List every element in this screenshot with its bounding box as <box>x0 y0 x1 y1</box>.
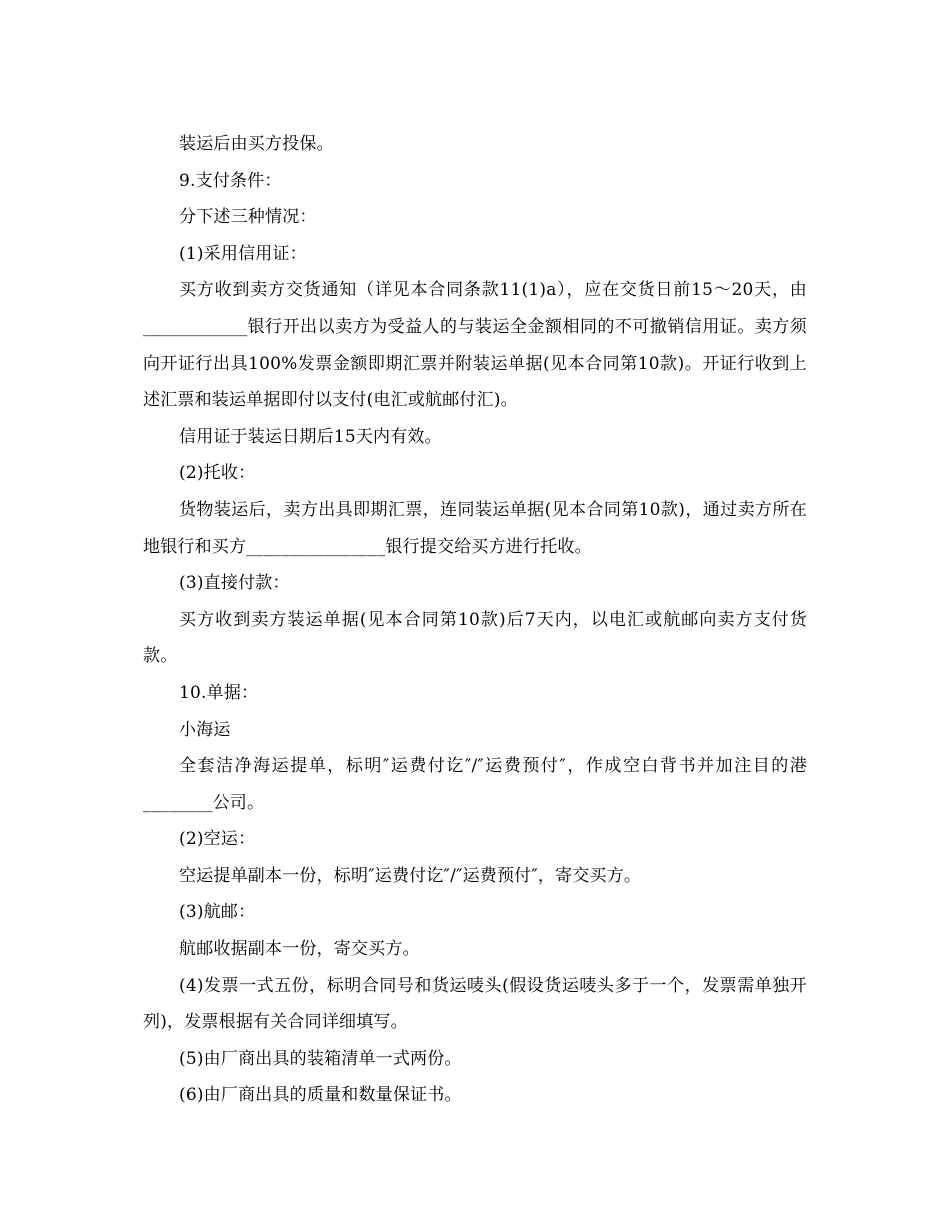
paragraph-insurance: 装运后由买方投保。 <box>179 134 334 154</box>
paragraph-air-mail-receipt: 航邮收据副本一份，寄交买方。 <box>179 939 420 960</box>
paragraph-credit-validity: 信用证于装运日期后15天内有效。 <box>179 426 442 447</box>
document-body <box>143 126 807 1114</box>
subheading-air-freight: (2)空运： <box>179 829 256 850</box>
heading-documents: 10.单据： <box>179 682 259 703</box>
subheading-collection: (2)托收： <box>179 463 256 484</box>
paragraph-collection: 货物装运后，卖方出具即期汇票，连同装运单据(见本合同第10款)，通过卖方所在地银行和买方________________银行提交给买方进行托收。 <box>143 499 807 557</box>
paragraph-air-waybill: 空运提单副本一份，标明″运费付讫″/″运费预付″，寄交买方。 <box>179 865 642 886</box>
paragraph-packing-list: (5)由厂商出具的装箱清单一式两份。 <box>179 1048 462 1069</box>
paragraph-invoice: (4)发票一式五份，标明合同号和货运唛头(假设货运唛头多于一个，发票需单独开列)，发票根据有关合同详细填写。 <box>143 975 807 1033</box>
paragraph-direct-payment: 买方收到卖方装运单据(见本合同第10款)后7天内，以电汇或航邮向卖方支付货款。 <box>143 609 807 667</box>
subheading-air-mail: (3)航邮： <box>179 902 256 923</box>
heading-payment-terms: 9.支付条件： <box>179 170 282 191</box>
paragraph-three-cases: 分下述三种情况： <box>179 207 317 228</box>
paragraph-bill-of-lading: 全套洁净海运提单，标明″运费付讫″/″运费预付″，作成空白背书并加注目的港________公司。 <box>143 756 807 813</box>
subheading-sea-freight: 小海运 <box>179 719 231 740</box>
paragraph-quality-certificate: (6)由厂商出具的质量和数量保证书。 <box>179 1085 462 1106</box>
subheading-letter-of-credit: (1)采用信用证： <box>179 243 307 264</box>
paragraph-letter-of-credit: 买方收到卖方交货通知（详见本合同条款11(1)a），应在交货日前15～20天，由____________银行开出以卖方为受益人的与装运全金额相同的不可撤销信用证。卖方须向开证行出具100%发票金额即期汇票并附装运单据(见本合同第10款)。开证行收到上述汇票和装运单据即付以支付(电汇或航邮付汇)。 <box>143 280 807 411</box>
subheading-direct-payment: (3)直接付款： <box>179 573 290 594</box>
